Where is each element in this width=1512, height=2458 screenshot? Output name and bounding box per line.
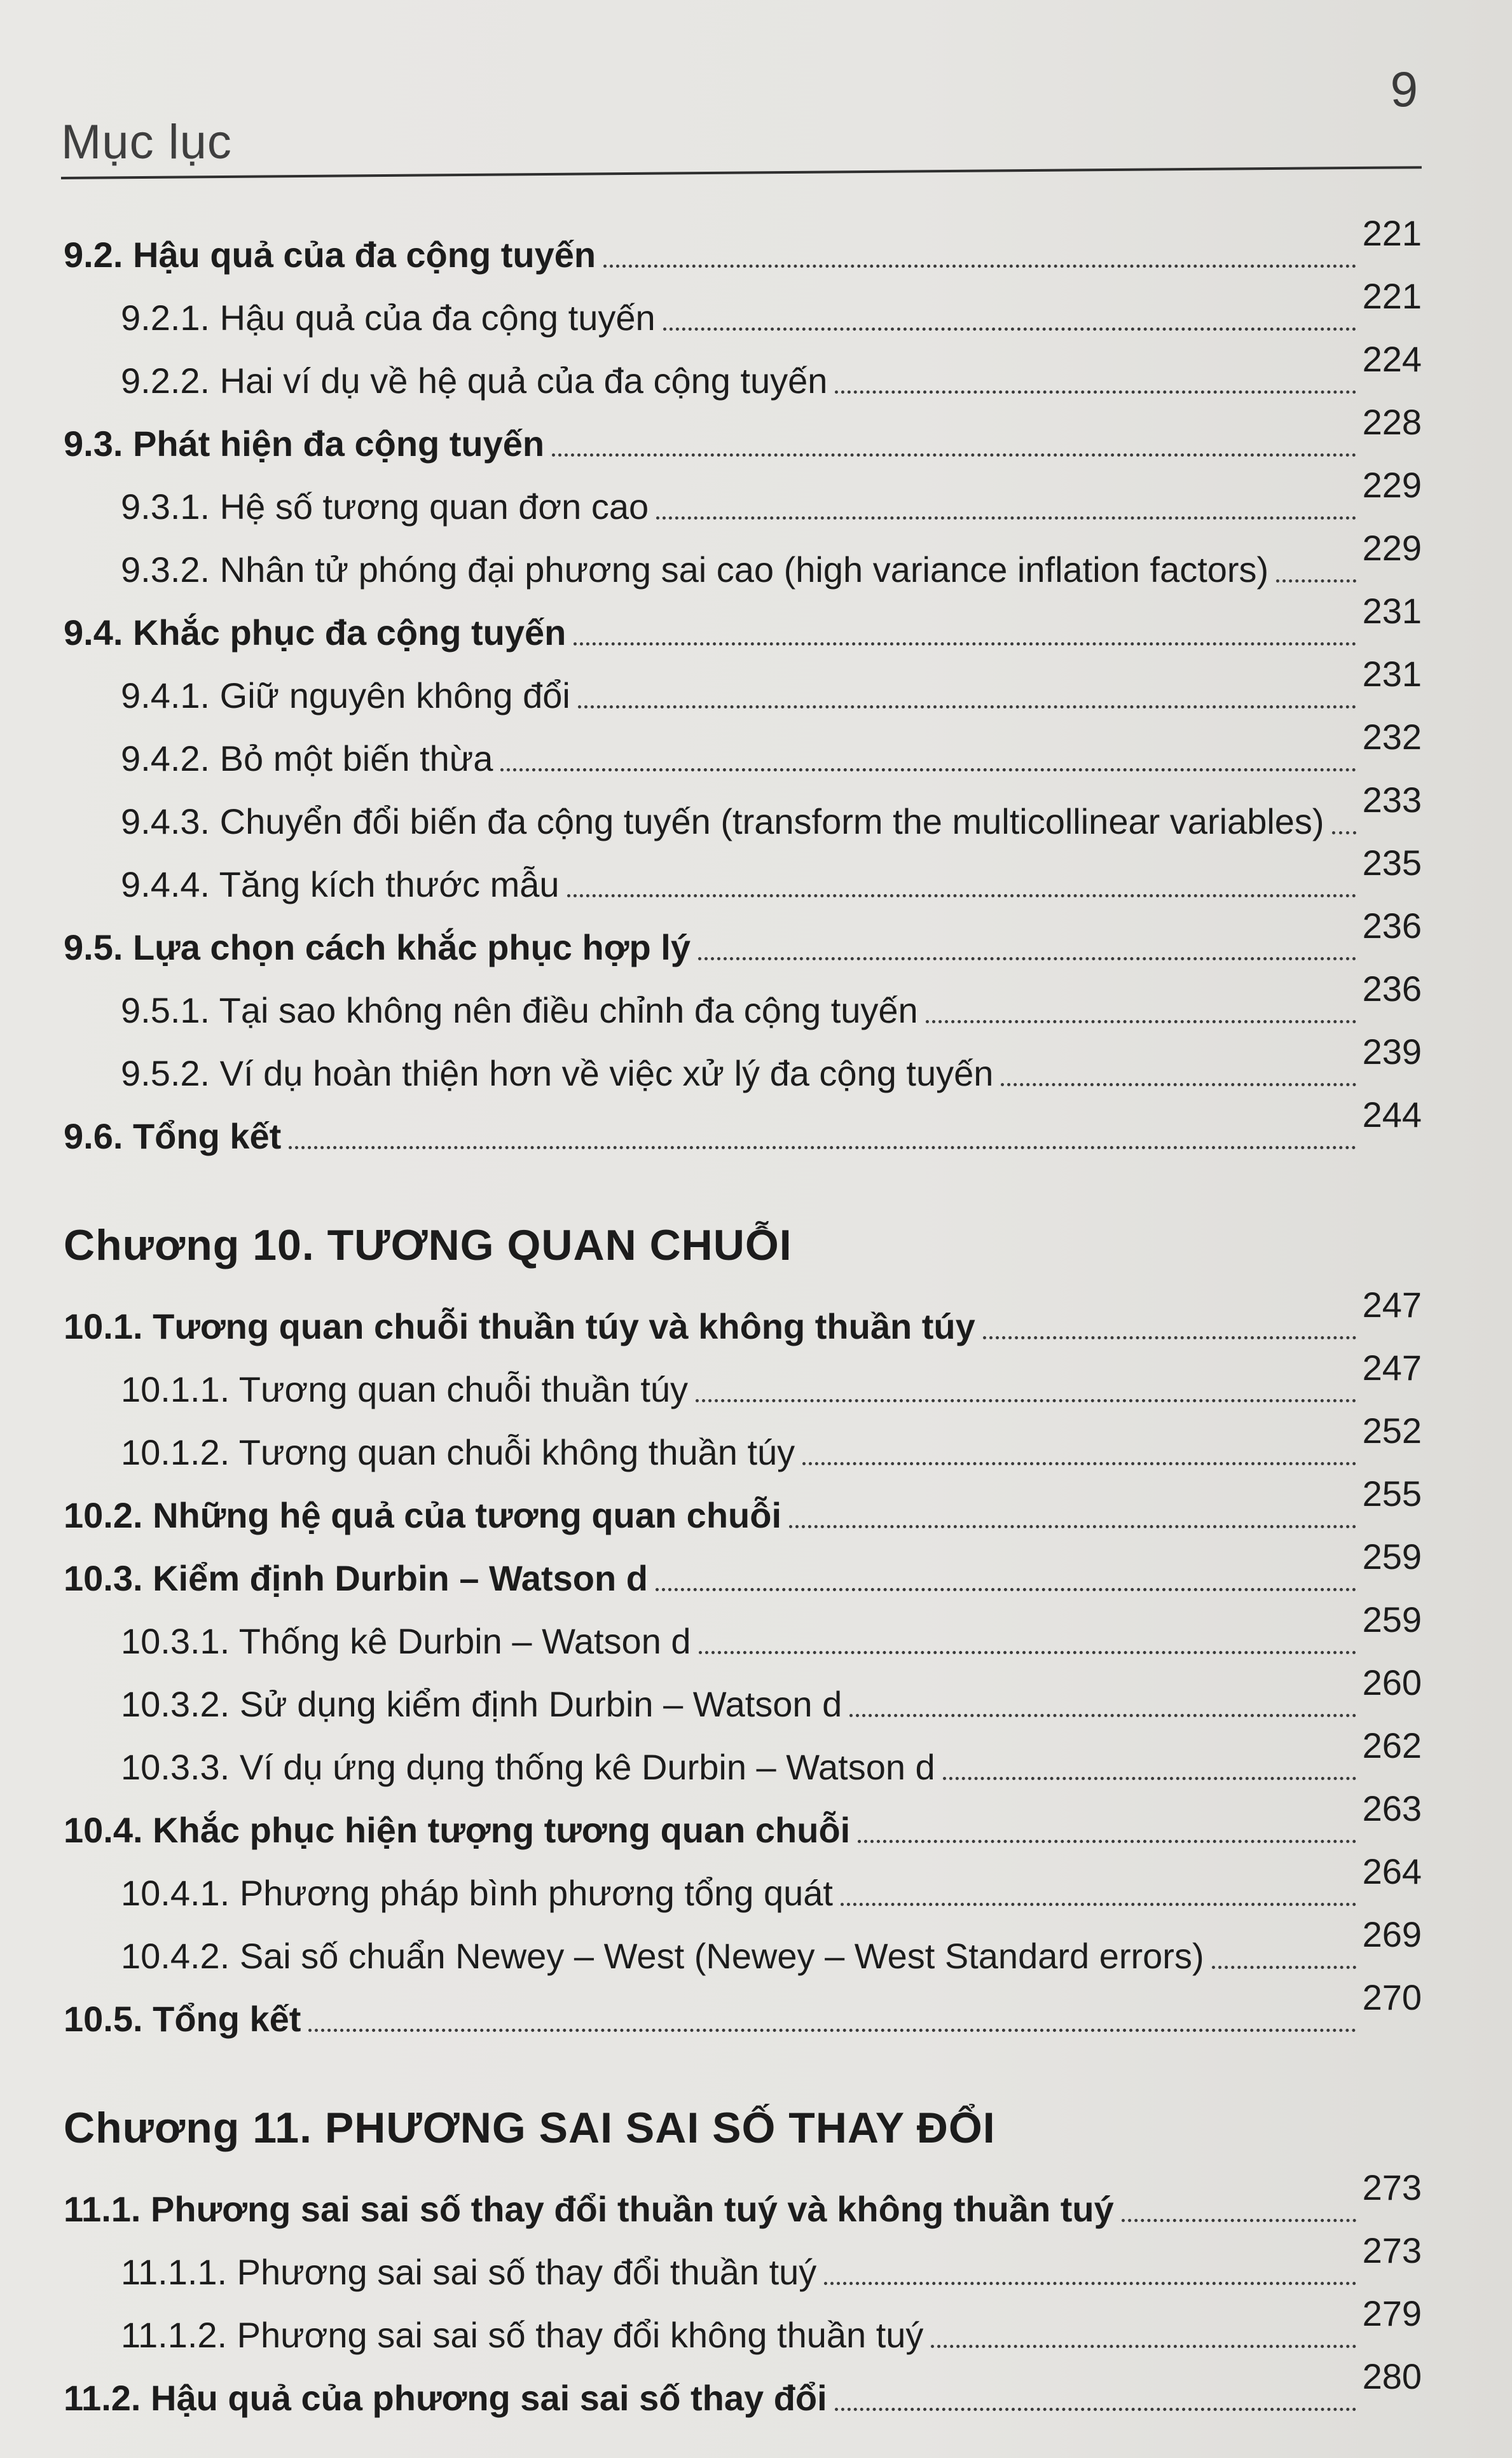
toc-page-number: 247: [1362, 1285, 1422, 1325]
toc-page-number: 252: [1362, 1411, 1422, 1451]
toc-entry-title: 10.4.2. Sai số chuẩn Newey – West (Newey – West Standard errors): [121, 1936, 1204, 1976]
dot-leader: [835, 2408, 1356, 2411]
toc-entry-title: 9.2. Hậu quả của đa cộng tuyến: [64, 235, 596, 275]
dot-leader: [1001, 1083, 1356, 1086]
toc-page-number: 244: [1362, 1094, 1422, 1135]
dot-leader: [841, 1903, 1356, 1906]
chapter-title: Chương 10. TƯƠNG QUAN CHUỖI: [64, 1221, 792, 1269]
running-title: Mục lục: [61, 115, 232, 169]
toc-section-entry: [64, 902, 1422, 965]
toc-page-number: 269: [1362, 1914, 1422, 1954]
dot-leader: [567, 894, 1356, 897]
toc-subsection-entry: [64, 462, 1422, 525]
toc-section-entry: [64, 588, 1422, 651]
dot-leader: [849, 1714, 1356, 1717]
toc-page-number: 259: [1362, 1536, 1422, 1577]
toc-entry-title: 9.3.2. Nhân tử phóng đại phương sai cao (high variance inflation factors): [121, 549, 1269, 590]
toc-page-number: 270: [1362, 1977, 1422, 2017]
dot-leader: [943, 1777, 1356, 1780]
dot-leader: [656, 1588, 1356, 1591]
page-number: 9: [1390, 61, 1418, 117]
toc-entry-title: 10.4. Khắc phục hiện tượng tương quan chuỗi: [64, 1810, 851, 1850]
toc-entry-title: 11.1.2. Phương sai sai số thay đổi không thuần tuý: [121, 2315, 924, 2355]
toc-entry-title: 10.3.3. Ví dụ ứng dụng thống kê Durbin – Watson d: [121, 1747, 935, 1787]
dot-leader: [698, 957, 1356, 960]
toc-subsection-entry: [64, 1344, 1422, 1407]
toc-entry-title: 11.1.1. Phương sai sai số thay đổi thuần tuý: [121, 2252, 817, 2292]
toc-entry-title: 9.4.4. Tăng kích thước mẫu: [121, 864, 560, 904]
toc-entry-title: 10.3.2. Sử dụng kiểm định Durbin – Watson d: [121, 1684, 842, 1724]
toc-page-number: 264: [1362, 1851, 1422, 1891]
toc-page-number: 255: [1362, 1474, 1422, 1514]
toc-section-entry: [64, 1785, 1422, 1848]
header-rule: [61, 166, 1422, 179]
toc-page-number: 279: [1362, 2293, 1422, 2333]
toc-section-entry: [64, 399, 1422, 462]
toc-entry-title: 9.5.1. Tại sao không nên điều chỉnh đa cộng tuyến: [121, 990, 918, 1030]
toc-page-number: 221: [1362, 276, 1422, 316]
toc-section-entry: [64, 1470, 1422, 1533]
toc-subsection-entry: [64, 1659, 1422, 1722]
toc-entry-title: 9.2.1. Hậu quả của đa cộng tuyến: [121, 298, 656, 338]
toc-entry-title: 11.2. Hậu quả của phương sai sai số thay đổi: [64, 2378, 827, 2418]
dot-leader: [603, 265, 1356, 268]
toc-page-number: 273: [1362, 2167, 1422, 2207]
toc-subsection-entry: [64, 1596, 1422, 1659]
toc-page-number: 259: [1362, 1599, 1422, 1640]
toc-page-number: 273: [1362, 2230, 1422, 2270]
toc-entry-title: 9.5.2. Ví dụ hoàn thiện hơn về việc xử lý đa cộng tuyến: [121, 1053, 994, 1093]
toc-entry-title: 10.1. Tương quan chuỗi thuần túy và không thuần túy: [64, 1306, 975, 1346]
dot-leader: [1332, 831, 1356, 834]
dot-leader: [802, 1462, 1356, 1465]
toc-entry-title: 10.4.1. Phương pháp bình phương tổng quát: [121, 1873, 833, 1913]
toc-section-entry: [64, 1091, 1422, 1154]
toc-entry-title: 10.1.1. Tương quan chuỗi thuần túy: [121, 1369, 689, 1409]
table-of-contents: [64, 210, 1422, 2416]
toc-entry-title: 9.4. Khắc phục đa cộng tuyến: [64, 612, 567, 652]
dot-leader: [858, 1840, 1356, 1843]
toc-page-number: 280: [1362, 2356, 1422, 2396]
toc-subsection-entry: [64, 525, 1422, 588]
dot-leader: [578, 705, 1356, 708]
toc-page-number: 263: [1362, 1788, 1422, 1828]
toc-page-number: 236: [1362, 969, 1422, 1009]
toc-subsection-entry: [64, 651, 1422, 714]
dot-leader: [824, 2282, 1356, 2285]
toc-entry-title: 9.3.1. Hệ số tương quan đơn cao: [121, 487, 649, 527]
toc-subsection-entry: [64, 273, 1422, 336]
toc-page-number: 224: [1362, 339, 1422, 379]
toc-subsection-entry: [64, 1911, 1422, 1974]
chapter-heading: [64, 2037, 1422, 2164]
toc-section-entry: [64, 1974, 1422, 2037]
chapter-heading: [64, 1154, 1422, 1281]
toc-section-entry: [64, 2164, 1422, 2227]
toc-page-number: 229: [1362, 528, 1422, 568]
toc-subsection-entry: [64, 2290, 1422, 2353]
toc-page-number: 236: [1362, 906, 1422, 946]
dot-leader: [289, 1146, 1356, 1149]
dot-leader: [931, 2345, 1356, 2348]
dot-leader: [699, 1651, 1356, 1654]
toc-entry-title: 10.3. Kiểm định Durbin – Watson d: [64, 1558, 648, 1598]
dot-leader: [663, 328, 1356, 331]
toc-subsection-entry: [64, 714, 1422, 777]
dot-leader: [574, 642, 1356, 646]
toc-page-number: 233: [1362, 780, 1422, 820]
toc-entry-title: 9.4.1. Giữ nguyên không đổi: [121, 675, 570, 715]
toc-subsection-entry: [64, 336, 1422, 399]
toc-subsection-entry: [64, 2227, 1422, 2290]
dot-leader: [656, 516, 1356, 520]
toc-page-number: 231: [1362, 654, 1422, 694]
toc-subsection-entry: [64, 965, 1422, 1028]
dot-leader: [500, 768, 1356, 771]
toc-entry-title: 10.3.1. Thống kê Durbin – Watson d: [121, 1621, 691, 1661]
dot-leader: [1276, 579, 1356, 583]
toc-entry-title: 9.3. Phát hiện đa cộng tuyến: [64, 424, 545, 464]
toc-page-number: 229: [1362, 465, 1422, 505]
toc-page-number: 239: [1362, 1032, 1422, 1072]
toc-page-number: 231: [1362, 591, 1422, 631]
toc-subsection-entry: [64, 1407, 1422, 1470]
toc-section-entry: [64, 210, 1422, 273]
toc-page-number: 232: [1362, 717, 1422, 757]
dot-leader: [552, 453, 1356, 457]
dot-leader: [926, 1020, 1356, 1023]
toc-entry-title: 9.6. Tổng kết: [64, 1116, 282, 1156]
toc-entry-title: 10.5. Tổng kết: [64, 1999, 301, 2039]
dot-leader: [1212, 1966, 1356, 1969]
toc-entry-title: 9.2.2. Hai ví dụ về hệ quả của đa cộng tuyến: [121, 361, 828, 401]
toc-page-number: 235: [1362, 843, 1422, 883]
dot-leader: [835, 390, 1356, 394]
dot-leader: [1122, 2219, 1356, 2222]
toc-page-number: 262: [1362, 1725, 1422, 1765]
toc-section-entry: [64, 2353, 1422, 2416]
toc-entry-title: 10.1.2. Tương quan chuỗi không thuần túy: [121, 1432, 795, 1472]
toc-entry-title: 10.2. Những hệ quả của tương quan chuỗi: [64, 1495, 781, 1535]
toc-entry-title: 9.5. Lựa chọn cách khắc phục hợp lý: [64, 927, 691, 967]
toc-entry-title: 11.1. Phương sai sai số thay đổi thuần tuý và không thuần tuý: [64, 2189, 1114, 2229]
toc-subsection-entry: [64, 1028, 1422, 1091]
toc-entry-title: 9.4.3. Chuyển đổi biến đa cộng tuyến (transform the multicollinear variables): [121, 801, 1324, 841]
toc-page-number: 247: [1362, 1348, 1422, 1388]
toc-page-number: 228: [1362, 402, 1422, 442]
toc-subsection-entry: [64, 839, 1422, 902]
toc-subsection-entry: [64, 1722, 1422, 1785]
toc-page-number: 221: [1362, 213, 1422, 253]
toc-section-entry: [64, 1281, 1422, 1344]
dot-leader: [696, 1399, 1356, 1402]
dot-leader: [308, 2029, 1356, 2032]
dot-leader: [789, 1525, 1356, 1528]
toc-subsection-entry: [64, 777, 1422, 839]
toc-page-number: 260: [1362, 1662, 1422, 1702]
toc-section-entry: [64, 1533, 1422, 1596]
toc-subsection-entry: [64, 1848, 1422, 1911]
chapter-title: Chương 11. PHƯƠNG SAI SAI SỐ THAY ĐỔI: [64, 2104, 996, 2152]
toc-entry-title: 9.4.2. Bỏ một biến thừa: [121, 738, 493, 778]
dot-leader: [983, 1336, 1356, 1339]
